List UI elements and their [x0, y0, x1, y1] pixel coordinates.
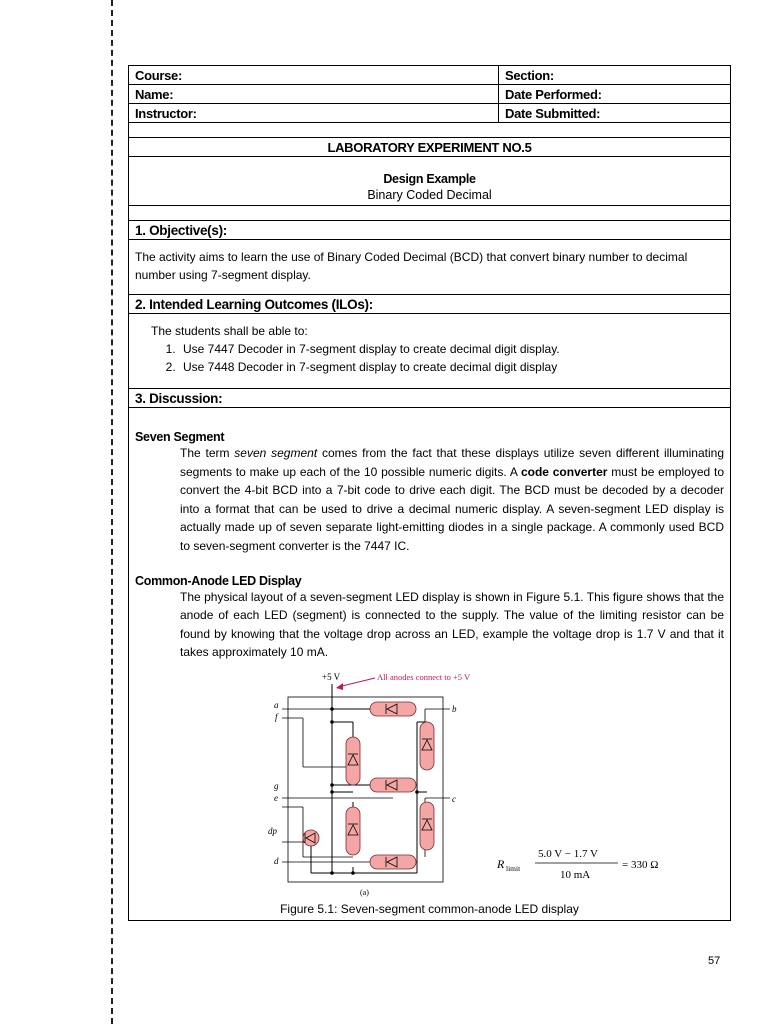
instructor-field: Instructor:	[129, 104, 499, 123]
lab-sheet	[128, 65, 731, 921]
figure-caption: Figure 5.1: Seven-segment common-anode LED display	[280, 901, 579, 916]
objectives-text: The activity aims to learn the use of Binary Coded Decimal (BCD) that convert binary number to decimal number using 7-segment display.	[135, 250, 688, 282]
pin-label-a: a	[274, 699, 279, 710]
header-row-name	[129, 85, 731, 104]
pin-label-f: f	[275, 711, 278, 722]
segment-b-led	[420, 722, 434, 770]
svg-text:5.0 V − 1.7 V: 5.0 V − 1.7 V	[538, 847, 598, 860]
segment-c-led	[420, 802, 434, 850]
pin-label-c: c	[452, 793, 456, 804]
segment-dp-led	[303, 830, 319, 846]
design-subtitle: Binary Coded Decimal	[367, 188, 492, 202]
design-example-box	[129, 157, 731, 206]
segment-f-led	[346, 737, 360, 785]
design-title: Design Example	[383, 172, 476, 186]
list-item: 2. Use 7448 Decoder in 7-segment display to create decimal digit display	[179, 358, 724, 376]
figure-sublabel: (a)	[360, 887, 369, 897]
discussion-heading: 3. Discussion:	[135, 390, 223, 406]
pin-label-dp: dp	[268, 825, 277, 836]
ilos-heading: 2. Intended Learning Outcomes (ILOs):	[135, 296, 373, 312]
svg-text:10 mA: 10 mA	[560, 868, 591, 881]
experiment-title: LABORATORY EXPERIMENT NO.5	[327, 139, 532, 155]
pin-label-g: g	[274, 780, 279, 791]
binding-margin-line	[111, 0, 113, 1024]
objectives-heading: 1. Objective(s):	[135, 222, 227, 238]
date-performed-field: Date Performed:	[499, 85, 731, 104]
seven-segment-figure	[135, 662, 725, 900]
segment-d-led	[370, 855, 416, 869]
supply-label: +5 V	[322, 671, 341, 682]
limiting-resistor-formula	[496, 848, 658, 881]
ilos-intro: The students shall be able to:	[151, 324, 308, 338]
seven-segment-paragraph: The term seven segment comes from the fact that these displays utilize seven different illuminating segments to make up each of the 10 possible numeric digits. A code converter must be employed to convert the 4-bit BCD into a 7-bit code to drive each digit. The BCD must be decoded by a decoder into a format that can be used to drive a decimal numeric display. A seven-segment LED display is actually made up of seven separate light-emitting diodes in a single package. A commonly used BCD to seven-segment converter is the 7447 IC.	[180, 446, 724, 553]
course-field: Course:	[129, 66, 499, 85]
date-submitted-field: Date Submitted:	[499, 104, 731, 123]
svg-text:limit: limit	[506, 863, 521, 873]
ilos-list	[135, 340, 724, 376]
list-item: 1. Use 7447 Decoder in 7-segment display to create decimal digit display.	[179, 340, 724, 358]
svg-text:R: R	[497, 856, 505, 871]
segment-a-led	[370, 702, 416, 716]
common-anode-paragraph: The physical layout of a seven-segment LED display is shown in Figure 5.1. This figure shows that the anode of each LED (segment) is connected to the supply. The value of the limiting resistor can be found by knowing that the voltage drop across an LED, example the voltage drop is 1.7 V and that it takes approximately 10 mA.	[180, 589, 724, 660]
pin-label-b: b	[452, 703, 457, 714]
segment-g-led	[370, 778, 416, 792]
annotation-text: All anodes connect to +5 V	[377, 671, 471, 682]
name-field: Name:	[129, 85, 499, 104]
header-row-course	[129, 66, 731, 85]
section-field: Section:	[499, 66, 731, 85]
header-row-instructor	[129, 104, 731, 123]
segment-e-led	[346, 807, 360, 855]
common-anode-title: Common-Anode LED Display	[135, 573, 302, 588]
page-number: 57	[708, 955, 721, 967]
pin-label-e: e	[274, 792, 278, 803]
svg-text:= 330 Ω: = 330 Ω	[622, 858, 659, 871]
seven-segment-title: Seven Segment	[135, 430, 225, 444]
pin-label-d: d	[274, 855, 279, 866]
